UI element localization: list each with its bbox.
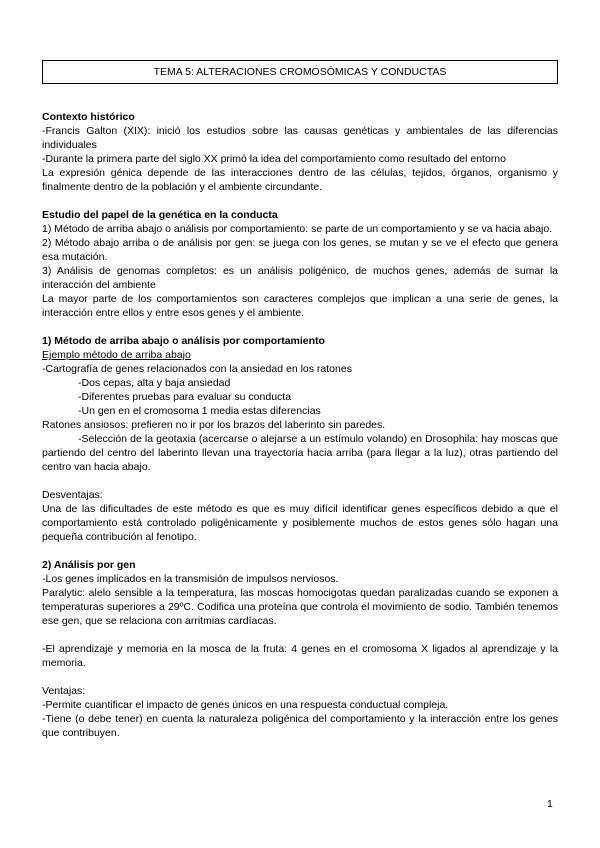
paragraph: Una de las dificultades de este método es que es muy difícil identificar genes específicos debido a que el comportamiento está controlado poligénicamente y posiblemente muchos de estos genes sólo hagan una pequeña contribución al fenotipo.: [42, 503, 558, 543]
document-title: TEMA 5: ALTERACIONES CROMOSÓMICAS Y CONDUCTAS: [42, 60, 558, 84]
section-heading-context: Contexto histórico: [42, 111, 135, 123]
disadvantages-label: Desventajas:: [42, 489, 103, 501]
paragraph: -Permite cuantificar el impacto de genes únicos en una respuesta conductual compleja.: [42, 699, 449, 711]
paragraph: La expresión génica depende de las interacciones dentro de las células, tejidos, órganos, organismo y finalmente dentro de la población y el ambiente circundante.: [42, 167, 558, 193]
list-item: -Diferentes pruebas para evaluar su conducta: [78, 391, 292, 403]
paragraph: Paralytic: alelo sensible a la temperatura, las moscas homocigotas quedan paralizadas cuando se exponen a temperaturas superiores a 29ºC. Codifica una proteína que controla el movimiento de sodio. También tenemos ese gen, que se relaciona con arritmias cardíacas.: [42, 587, 558, 627]
paragraph: La mayor parte de los comportamientos son caracteres complejos que implican a una serie de genes, la interacción entre ellos y entre esos genes y el ambiente.: [42, 293, 558, 319]
paragraph: -Durante la primera parte del siglo XX primó la idea del comportamiento como resultado del entorno: [42, 153, 506, 165]
example-subheading: Ejemplo método de arriba abajo: [42, 349, 191, 361]
paragraph: -Cartografía de genes relacionados con la ansiedad en los ratones: [42, 363, 352, 375]
list-item: -Un gen en el cromosoma 1 media estas diferencias: [78, 405, 321, 417]
section-heading-top-down: 1) Método de arriba abajo o análisis por comportamiento: [42, 335, 325, 347]
document-body: [42, 110, 558, 740]
paragraph: Ratones ansiosos: prefieren no ir por los brazos del laberinto sin paredes.: [42, 419, 386, 431]
paragraph: -Tiene (o debe tener) en cuenta la naturaleza poligénica del comportamiento y la interacción entre los genes que contribuyen.: [42, 713, 558, 739]
paragraph: -Selección de la geotaxia (acercarse o alejarse a un estímulo volando) en Drosophila: hay moscas que partiendo del centro del laberinto llevan una trayectoria hacia arriba (para llegar a la luz), otras partiendo del centro van hacia abajo.: [42, 433, 558, 473]
page-number: 1: [547, 798, 553, 810]
paragraph: -El aprendizaje y memoria en la mosca de la fruta: 4 genes en el cromosoma X ligados al aprendizaje y la memoria.: [42, 643, 558, 669]
section-heading-study: Estudio del papel de la genética en la conducta: [42, 209, 278, 221]
paragraph: -Los genes implicados en la transmisión de impulsos nerviosos.: [42, 573, 339, 585]
paragraph: 2) Método abajo arriba o de análisis por gen: se juega con los genes, se mutan y se ve el efecto que genera esa mutación.: [42, 237, 558, 263]
advantages-label: Ventajas:: [42, 685, 86, 697]
paragraph: 3) Análisis de genomas completos: es un análisis poligénico, de muchos genes, además de sumar la interacción del ambiente: [42, 265, 558, 291]
section-heading-gene-analysis: 2) Análisis por gen: [42, 559, 136, 571]
paragraph: 1) Método de arriba abajo o análisis por comportamiento: se parte de un comportamiento y se va hacia abajo.: [42, 223, 553, 235]
paragraph: -Francis Galton (XIX): inició los estudios sobre las causas genéticas y ambientales de las diferencias individuales: [42, 125, 558, 151]
list-item: -Dos cepas, alta y baja ansiedad: [78, 377, 231, 389]
